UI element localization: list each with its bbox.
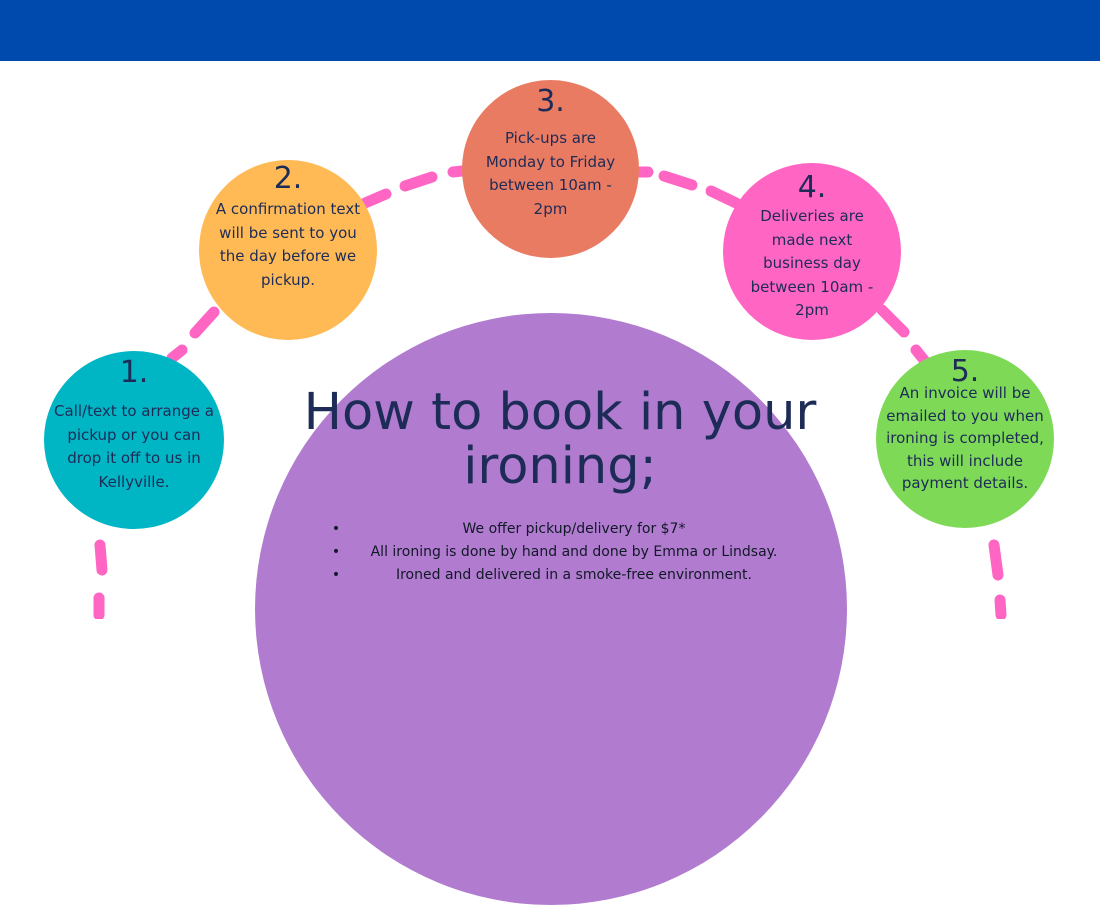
list-item [326,518,786,541]
arc-dash [711,191,736,203]
step-2-number: 2. [273,161,303,196]
page-title: How to book in your ironing; [303,383,817,496]
arc-dash [195,312,214,333]
step-1-circle [44,351,224,529]
arc-dash [453,171,462,172]
step-3-text: Pick-ups are Monday to Friday between 10am - 2pm [485,129,616,218]
list-item [326,541,786,564]
arc-dash [916,350,924,360]
step-1-number: 1. [119,355,149,390]
bullet-text: All ironing is done by hand and done by Emma or Lindsay. [370,544,778,560]
arc-dash [405,177,432,186]
step-4-circle [723,163,901,340]
arc-dash [100,545,102,570]
arc-dash [664,176,692,185]
bullet-dot-icon: • [331,521,341,537]
arc-dash [1000,600,1001,615]
arc-dash [365,194,386,203]
arc-dash [994,545,998,575]
bullet-text: Ironed and delivered in a smoke-free environment. [395,567,752,583]
arc-dash [172,350,182,358]
step-1-text: Call/text to arrange a pickup or you can drop it off to us in Kellyville. [54,402,214,491]
bullet-dot-icon: • [331,544,341,560]
step-5-text: An invoice will be emailed to you when ironing is completed, this will include payment details. [886,384,1044,492]
list-item [326,564,786,587]
info-bullet-list [326,518,786,587]
step-3-number: 3. [536,84,565,119]
step-3-circle [462,80,639,258]
step-4-number: 4. [797,170,827,205]
step-4-text: Deliveries are made next business day between 10am - 2pm [750,207,874,319]
step-5-number: 5. [950,354,980,389]
step-2-circle [199,160,377,340]
bullet-dot-icon: • [331,567,341,583]
bullet-text: We offer pickup/delivery for $7* [462,521,686,537]
step-2-text: A confirmation text will be sent to you the day before we pickup. [215,200,361,289]
step-5-circle [876,350,1054,528]
